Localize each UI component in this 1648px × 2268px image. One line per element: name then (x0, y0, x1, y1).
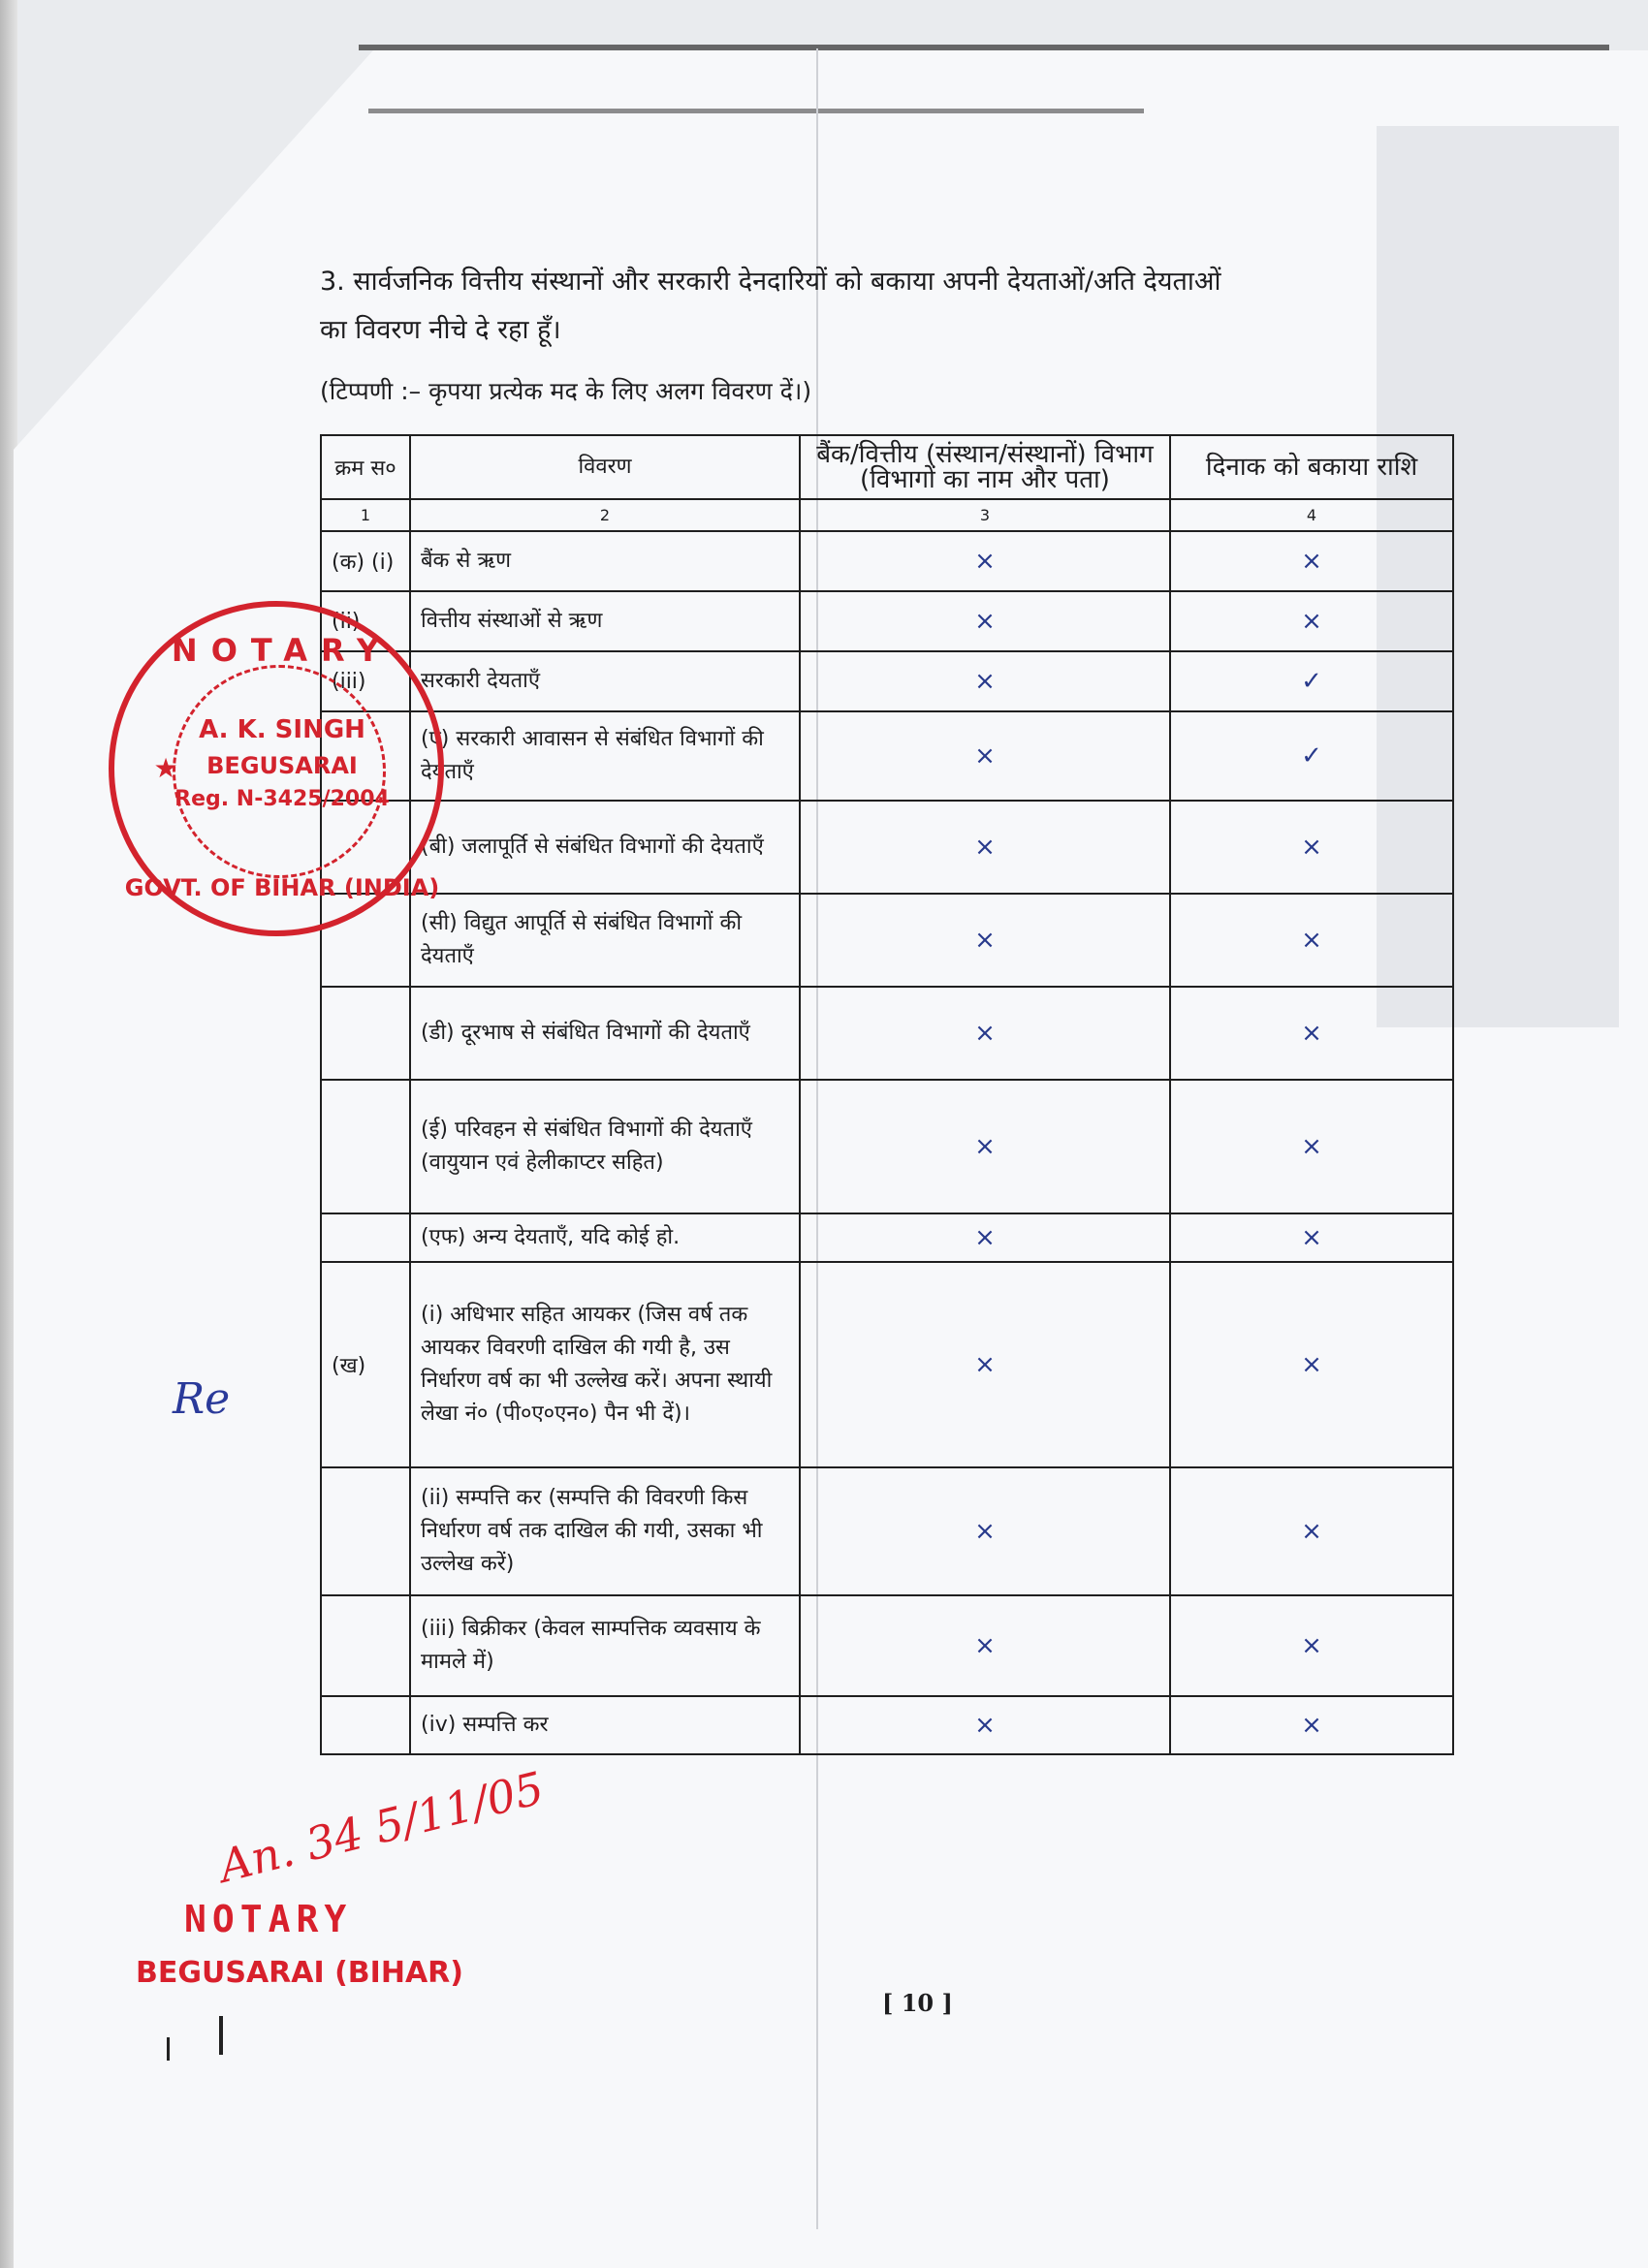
row-description: (i) अधिभार सहित आयकर (जिस वर्ष तक आयकर विवरणी दाखिल की गयी है, उस निर्धारण वर्ष का भी उल्लेख करें। अपना स्थायी लेखा नं० (पी०ए०एन०) पैन भी दें)। (410, 1262, 800, 1467)
row-amount-mark: × (1170, 1262, 1453, 1467)
table-row (321, 801, 1453, 894)
row-amount-mark: × (1170, 1213, 1453, 1262)
page-number: [ 10 ] (882, 1989, 953, 2017)
row-serial (321, 1696, 410, 1754)
row-description: बैंक से ऋण (410, 531, 800, 591)
header-serial: क्रम स० (321, 435, 410, 499)
page-edge-top (359, 45, 1609, 50)
table-row (321, 711, 1453, 801)
table-row (321, 591, 1453, 651)
row-description: वित्तीय संस्थाओं से ऋण (410, 591, 800, 651)
row-bank-mark: × (800, 1467, 1170, 1595)
seal-bottom-text: GOVT. OF BIHAR (INDIA) (124, 874, 440, 901)
handwritten-signature: An. 34 5/11/05 (213, 1761, 550, 1893)
row-serial (321, 1467, 410, 1595)
table-row (321, 1467, 1453, 1595)
table-row (321, 1696, 1453, 1754)
row-bank-mark: × (800, 894, 1170, 987)
heading-line-2: का विवरण नीचे दे रहा हूँ। (320, 315, 561, 345)
heading-line-1: 3. सार्वजनिक वित्तीय संस्थानों और सरकारी देनदारियों को बकाया अपनी देयताओं/अति देयताओं (320, 267, 1221, 297)
row-serial: (ख) (321, 1262, 410, 1467)
table-index-row (321, 499, 1453, 531)
row-serial (321, 1080, 410, 1213)
row-amount-mark: × (1170, 531, 1453, 591)
row-serial (321, 1595, 410, 1696)
seal-city: BEGUSARAI (206, 752, 358, 779)
header-bank: बैंक/वित्तीय (संस्थान/संस्थानों) विभाग (विभागों का नाम और पता) (800, 435, 1170, 499)
index-cell: 4 (1170, 499, 1453, 531)
row-amount-mark: × (1170, 1467, 1453, 1595)
row-bank-mark: × (800, 1080, 1170, 1213)
index-cell: 2 (410, 499, 800, 531)
table-header-row (321, 435, 1453, 499)
row-bank-mark: × (800, 801, 1170, 894)
row-amount-mark: × (1170, 987, 1453, 1080)
row-bank-mark: × (800, 987, 1170, 1080)
table-row (321, 1262, 1453, 1467)
margin-mark (219, 2016, 223, 2055)
row-amount-mark: × (1170, 894, 1453, 987)
table-row (321, 1080, 1453, 1213)
margin-mark (167, 2037, 170, 2061)
row-description: (बी) जलापूर्ति से संबंधित विभागों की देयताएँ (410, 801, 800, 894)
table-row (321, 651, 1453, 711)
row-bank-mark: × (800, 531, 1170, 591)
row-bank-mark: × (800, 711, 1170, 801)
row-amount-mark: ✓ (1170, 651, 1453, 711)
row-bank-mark: × (800, 1262, 1170, 1467)
row-description: (ई) परिवहन से संबंधित विभागों की देयताएँ (वायुयान एवं हेलीकाप्टर सहित) (410, 1080, 800, 1213)
row-bank-mark: × (800, 651, 1170, 711)
row-bank-mark: × (800, 591, 1170, 651)
row-serial: (ii) (321, 591, 410, 651)
row-amount-mark: × (1170, 1696, 1453, 1754)
table-row (321, 894, 1453, 987)
row-description: (डी) दूरभाष से संबंधित विभागों की देयताएँ (410, 987, 800, 1080)
row-amount-mark: × (1170, 1080, 1453, 1213)
row-description: सरकारी देयताएँ (410, 651, 800, 711)
row-description: (ए) सरकारी आवासन से संबंधित विभागों की देयताएँ (410, 711, 800, 801)
handwritten-initials: Re (173, 1374, 231, 1424)
notary-stamp-label: NOTARY (184, 1898, 353, 1940)
row-bank-mark: × (800, 1696, 1170, 1754)
notary-seal (109, 601, 444, 936)
header-amount: दिनाक को बकाया राशि (1170, 435, 1453, 499)
row-serial: (क) (i) (321, 531, 410, 591)
note-text: (टिप्पणी :– कृपया प्रत्येक मद के लिए अलग विवरण दें।) (320, 377, 812, 405)
row-description: (ii) सम्पत्ति कर (सम्पत्ति की विवरणी किस निर्धारण वर्ष तक दाखिल की गयी, उसका भी उल्लेख करें) (410, 1467, 800, 1595)
seal-top-text: NOTARY (171, 632, 394, 669)
table-row (321, 987, 1453, 1080)
index-cell: 1 (321, 499, 410, 531)
row-description: (iv) सम्पत्ति कर (410, 1696, 800, 1754)
seal-name: A. K. SINGH (199, 715, 365, 744)
row-serial (321, 1213, 410, 1262)
section-heading (320, 258, 1444, 355)
liabilities-table (320, 434, 1454, 1755)
row-serial (321, 987, 410, 1080)
seal-reg: Reg. N-3425/2004 (174, 787, 390, 811)
page-edge-fold (368, 109, 1144, 113)
notary-stamp-city: BEGUSARAI (BIHAR) (136, 1956, 463, 1990)
row-amount-mark: ✓ (1170, 711, 1453, 801)
row-amount-mark: × (1170, 591, 1453, 651)
row-description: (iii) बिक्रीकर (केवल साम्पत्तिक व्यवसाय के मामले में) (410, 1595, 800, 1696)
row-serial: (iii) (321, 651, 410, 711)
star-icon: ★ (153, 752, 178, 784)
row-description: (एफ) अन्य देयताएँ, यदि कोई हो. (410, 1213, 800, 1262)
row-description: (सी) विद्युत आपूर्ति से संबंधित विभागों की देयताएँ (410, 894, 800, 987)
table-row (321, 531, 1453, 591)
row-amount-mark: × (1170, 1595, 1453, 1696)
row-bank-mark: × (800, 1595, 1170, 1696)
index-cell: 3 (800, 499, 1170, 531)
header-description: विवरण (410, 435, 800, 499)
row-bank-mark: × (800, 1213, 1170, 1262)
table-row (321, 1213, 1453, 1262)
row-amount-mark: × (1170, 801, 1453, 894)
table-row (321, 1595, 1453, 1696)
